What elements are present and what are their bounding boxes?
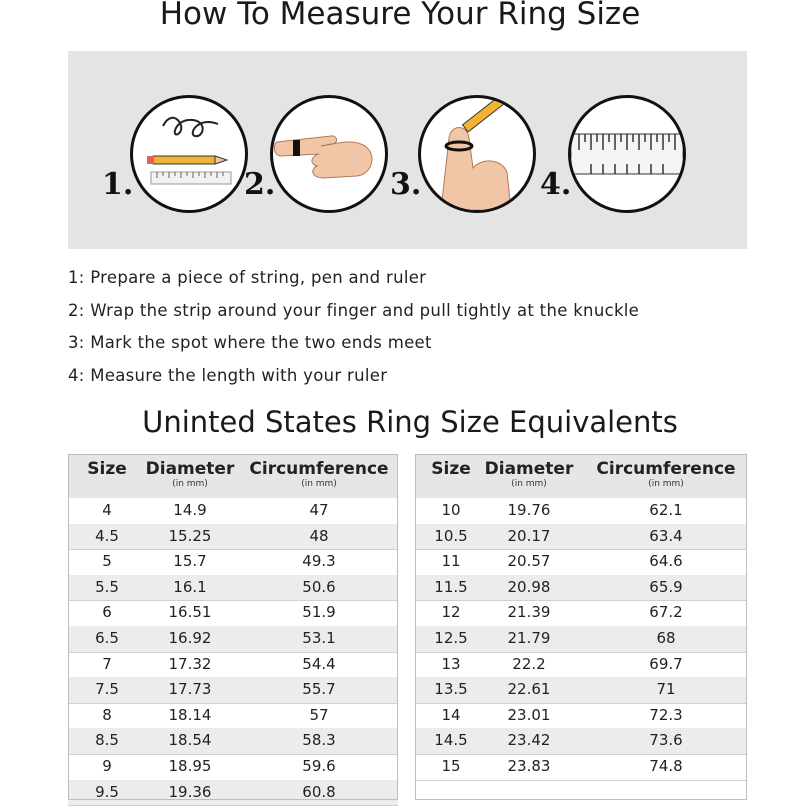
circumference-cell: 50.6 <box>302 577 336 596</box>
size-cell: 14 <box>441 705 461 724</box>
diameter-cell: 23.83 <box>507 757 551 775</box>
diameter-cell: 17.73 <box>168 680 212 699</box>
size-cell: 9 <box>102 757 112 775</box>
diameter-cell: 16.51 <box>168 603 212 622</box>
instruction-4: 4: Measure the length with your ruler <box>68 365 388 385</box>
instruction-3: 3: Mark the spot where the two ends meet <box>68 333 432 352</box>
step-2-number: 2. <box>244 167 276 202</box>
size-cell: 11 <box>441 552 461 571</box>
circumference-cell: 51.9 <box>302 603 336 622</box>
size-cell: 10 <box>441 501 461 519</box>
circumference-cell: 47 <box>309 501 329 519</box>
step-4-number: 4. <box>540 167 572 202</box>
step-2 <box>236 95 376 235</box>
circumference-cell: 63.4 <box>649 526 683 545</box>
ring-size-table-left <box>68 454 398 800</box>
header-circumference-label: Circumference <box>249 459 389 479</box>
circumference-cell: 62.1 <box>649 501 683 519</box>
size-cell: 4 <box>102 501 112 519</box>
steps-illustration-panel <box>68 51 747 249</box>
diameter-cell: 20.57 <box>507 552 551 571</box>
diameter-cell: 20.98 <box>507 577 551 596</box>
diameter-cell: 19.36 <box>168 782 212 801</box>
circumference-cell: 60.8 <box>302 782 336 801</box>
header-size-label: Size <box>431 459 471 479</box>
size-cell: 8 <box>102 705 112 724</box>
circumference-cell: 65.9 <box>649 577 683 596</box>
circumference-cell: 68 <box>656 629 676 647</box>
header-unit: (in mm) <box>172 479 208 489</box>
diameter-cell: 22.2 <box>512 654 546 673</box>
diameter-cell: 14.9 <box>173 501 207 519</box>
diameter-cell: 15.7 <box>173 552 207 571</box>
step-3 <box>386 95 526 235</box>
ring-size-table-right <box>415 454 747 800</box>
circumference-cell: 54.4 <box>302 654 336 673</box>
size-cell: 12 <box>441 603 461 622</box>
string-pen-ruler-icon <box>130 95 248 213</box>
step-1 <box>102 95 242 235</box>
mark-pen-icon <box>418 95 536 213</box>
table-title: Uninted States Ring Size Equivalents <box>142 405 678 439</box>
diameter-cell: 16.1 <box>173 577 207 596</box>
diameter-cell: 18.14 <box>168 705 212 724</box>
circumference-cell: 53.1 <box>302 629 336 647</box>
size-cell: 10.5 <box>434 526 468 545</box>
circumference-cell: 73.6 <box>649 731 683 750</box>
size-cell: 9.5 <box>95 782 119 801</box>
size-cell: 4.5 <box>95 526 119 545</box>
diameter-cell: 18.95 <box>168 757 212 775</box>
diameter-cell: 20.17 <box>507 526 551 545</box>
header-diameter-label: Diameter <box>484 459 574 479</box>
header-circumference-label: Circumference <box>596 459 736 479</box>
size-cell: 8.5 <box>95 731 119 750</box>
table-border <box>68 454 398 800</box>
size-cell: 12.5 <box>434 629 468 647</box>
header-unit: (in mm) <box>648 479 684 489</box>
diameter-cell: 17.32 <box>168 654 212 673</box>
instruction-1: 1: Prepare a piece of string, pen and ruler <box>68 268 427 287</box>
size-cell: 7.5 <box>95 680 119 699</box>
circumference-cell: 74.8 <box>649 757 683 775</box>
circumference-cell: 72.3 <box>649 705 683 724</box>
size-cell: 11.5 <box>434 577 468 596</box>
circumference-cell: 57 <box>309 705 329 724</box>
finger-wrap-icon <box>270 95 388 213</box>
size-cell: 7 <box>102 654 112 673</box>
step-4 <box>536 95 676 235</box>
header-unit: (in mm) <box>511 479 547 489</box>
size-cell: 13 <box>441 654 461 673</box>
diameter-cell: 21.39 <box>507 603 551 622</box>
circumference-cell: 69.7 <box>649 654 683 673</box>
table-border <box>415 454 747 800</box>
diameter-cell: 18.54 <box>168 731 212 750</box>
circumference-cell: 71 <box>656 680 676 699</box>
diameter-cell: 22.61 <box>507 680 551 699</box>
size-cell: 13.5 <box>434 680 468 699</box>
circumference-cell: 48 <box>309 526 329 545</box>
diameter-cell: 15.25 <box>168 526 212 545</box>
ruler-icon <box>568 95 686 213</box>
size-cell: 6 <box>102 603 112 622</box>
diameter-cell: 23.42 <box>507 731 551 750</box>
header-size-label: Size <box>87 459 127 479</box>
size-cell: 5 <box>102 552 112 571</box>
instruction-2: 2: Wrap the strip around your finger and pull tightly at the knuckle <box>68 300 640 320</box>
step-1-number: 1. <box>102 167 134 202</box>
size-cell: 15 <box>441 757 461 775</box>
diameter-cell: 23.01 <box>507 705 551 724</box>
diameter-cell: 19.76 <box>507 501 551 519</box>
diameter-cell: 21.79 <box>507 629 551 647</box>
step-3-number: 3. <box>390 167 422 202</box>
instructions-list <box>68 262 768 392</box>
circumference-cell: 55.7 <box>302 680 336 699</box>
page-title: How To Measure Your Ring Size <box>159 0 641 32</box>
circumference-cell: 59.6 <box>302 757 336 775</box>
size-cell: 6.5 <box>95 629 119 647</box>
circumference-cell: 64.6 <box>649 552 683 571</box>
circumference-cell: 58.3 <box>302 731 336 750</box>
header-diameter-label: Diameter <box>145 459 235 479</box>
circumference-cell: 49.3 <box>302 552 336 571</box>
header-unit: (in mm) <box>301 479 337 489</box>
size-cell: 14.5 <box>434 731 468 750</box>
diameter-cell: 16.92 <box>168 629 212 647</box>
size-cell: 5.5 <box>95 577 119 596</box>
circumference-cell: 67.2 <box>649 603 683 622</box>
